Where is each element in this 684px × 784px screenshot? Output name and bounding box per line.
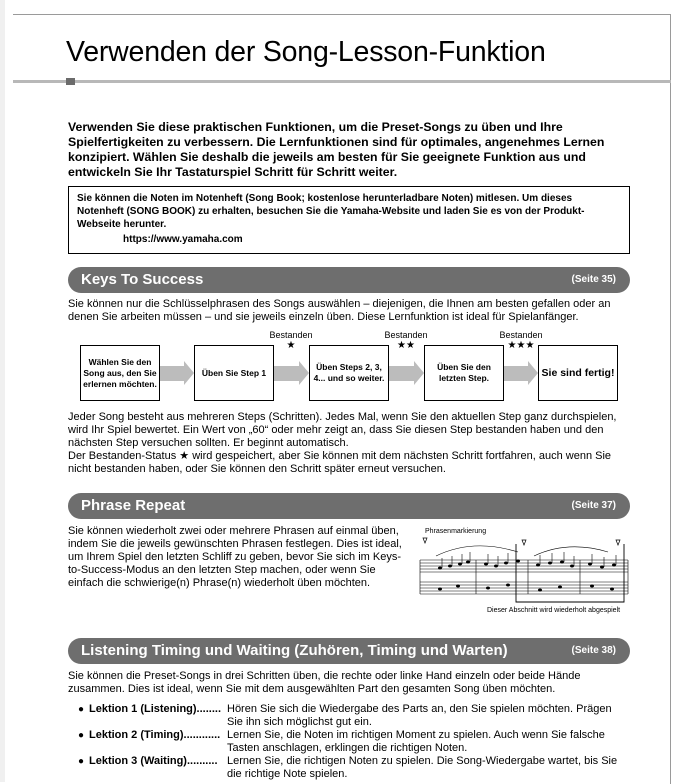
step-select-song: Wählen Sie den Song aus, den Sie erlernen möchten. — [80, 345, 160, 401]
keys-to-success-description: Sie können nur die Schlüsselphrasen des Songs auswählen – diejenigen, die Ihnen am besten gefallen oder an denen Sie arbeiten müssen – und sie jeweils einzeln üben. Diese Lernfunktion ist ideal für Spielanfänger. — [68, 298, 611, 323]
step-practice-1: Üben Sie Step 1 — [194, 345, 274, 401]
flow-arrow-head — [184, 361, 194, 385]
lesson-description: Lernen Sie, die richtigen Noten zu spielen. Die Song-Wiedergabe wartet, bis Sie die richtige Note spielen. — [227, 755, 618, 780]
passed-label: Bestanden — [384, 330, 428, 340]
passed-label: Bestanden — [269, 330, 313, 340]
lesson-description: Lernen Sie, die Noten im richtigen Moment zu spielen. Auch wenn Sie falsche Tasten anschlagen, erklingen die richtigen Noten. — [227, 729, 605, 754]
flow-arrow — [504, 366, 528, 381]
lesson-name: Lektion 2 (Timing)............ — [89, 729, 221, 741]
repeat-section-label: Dieser Abschnitt wird wiederholt abgespielt — [487, 607, 621, 614]
page-reference: (Seite 38) — [571, 645, 616, 656]
page-title: Verwenden der Song-Lesson-Funktion — [66, 36, 546, 68]
notice-text: Sie können die Noten im Notenheft (Song Book; kostenlose herunterladbare Noten) mitlesen. Um dieses Notenheft (SONG BOOK) zu erhalten, besuchen Sie die Yamaha-Website und laden Sie es von der Produkt-Webseite herunter. — [77, 193, 585, 230]
flow-arrow — [389, 366, 414, 381]
page-edge — [0, 0, 5, 782]
step-practice-last: Üben Sie den letzten Step. — [424, 345, 504, 401]
step-finished: Sie sind fertig! — [538, 345, 618, 401]
section-header-keys-to-success — [68, 267, 630, 293]
bullet-icon: ● — [78, 704, 85, 715]
sheet-music-figure — [418, 526, 630, 618]
flow-arrow-head — [299, 361, 309, 385]
passed-star-icon: ★★★ — [507, 340, 535, 351]
title-rule — [13, 80, 671, 83]
frame-line-top — [13, 14, 670, 15]
flow-arrow — [160, 366, 184, 381]
lesson-name: Lektion 1 (Listening)........ — [89, 703, 222, 715]
section-title: Phrase Repeat — [81, 497, 186, 514]
keys-to-success-details — [68, 411, 630, 476]
bullet-icon: ● — [78, 730, 85, 741]
lesson-description: Hören Sie sich die Wiedergabe des Parts an, den Sie spielen möchten. Prägen Sie ihn sich möglichst gut ein. — [227, 703, 612, 728]
yamaha-url[interactable]: https://www.yamaha.com — [123, 234, 243, 245]
flow-arrow-head — [414, 361, 424, 385]
flow-arrow — [274, 366, 299, 381]
section-title: Listening Timing und Waiting (Zuhören, Timing und Warten) — [81, 642, 508, 659]
song-book-notice — [68, 186, 630, 254]
lesson-name: Lektion 3 (Waiting).......... — [89, 755, 218, 767]
passed-star-icon: ★ — [286, 340, 296, 351]
frame-line-right — [670, 14, 671, 784]
flow-arrow-head — [528, 361, 538, 385]
section-title: Keys To Success — [81, 271, 204, 288]
phrase-repeat-description: Sie können wiederholt zwei oder mehrere Phrasen auf einmal üben, indem Sie die jeweils gewünschten Phrasen festlegen. Dies ist ideal, um Ihrem Spiel den letzten Schliff zu geben, bevor Sie sich im Keys-to-Success-Modus an den letzten Step machen, oder wenn Sie einfach die schwierige(n) Phrase(n) wiederholt üben möchten. — [68, 525, 402, 589]
step-practice-2-3-4: Üben Steps 2, 3, 4... und so weiter. — [309, 345, 389, 401]
phrase-marker-label: Phrasenmarkierung — [425, 528, 487, 535]
page-reference: (Seite 37) — [571, 500, 616, 511]
passed-label: Bestanden — [499, 330, 543, 340]
details-scoring: Jeder Song besteht aus mehreren Steps (Schritten). Jedes Mal, wenn Sie den aktuellen Step ganz durchspielen, wird Ihr Spiel bewertet. Ein Wert von „60“ oder mehr zeigt an, dass Sie diesen Step bestanden haben und den nächsten Step versuchen sollten. Er beginnt automatisch. — [68, 411, 617, 449]
listening-description: Sie können die Preset-Songs in drei Schritten üben, die rechte oder linke Hand einzeln oder beide Hände zusammen. Dies ist ideal, wenn Sie mit dem ausgewählten Part den gesamten Song üben möchten. — [68, 670, 581, 695]
bullet-icon: ● — [78, 756, 85, 767]
details-status: Der Bestanden-Status ★ wird gespeichert, aber Sie können mit dem nächsten Schritt fortfahren, auch wenn Sie nicht bestanden haben, oder Sie können den Schritt später erneut versuchen. — [68, 450, 612, 475]
passed-star-icon: ★★ — [397, 340, 415, 351]
section-header-listening-timing-waiting — [68, 638, 630, 664]
page-reference: (Seite 35) — [571, 274, 616, 285]
intro-paragraph: Verwenden Sie diese praktischen Funktionen, um die Preset-Songs zu üben und Ihre Spielfertigkeiten zu verbessern. Die Lernfunktionen sind für optimales, angenehmes Lernen konzipiert. Wählen Sie deshalb die jeweils am besten für Sie geeignete Funktion aus und entwickeln Sie Ihr Tastaturspiel Schritt für Schritt weiter. — [68, 120, 605, 179]
title-rule-accent — [66, 78, 75, 85]
section-header-phrase-repeat — [68, 493, 630, 519]
